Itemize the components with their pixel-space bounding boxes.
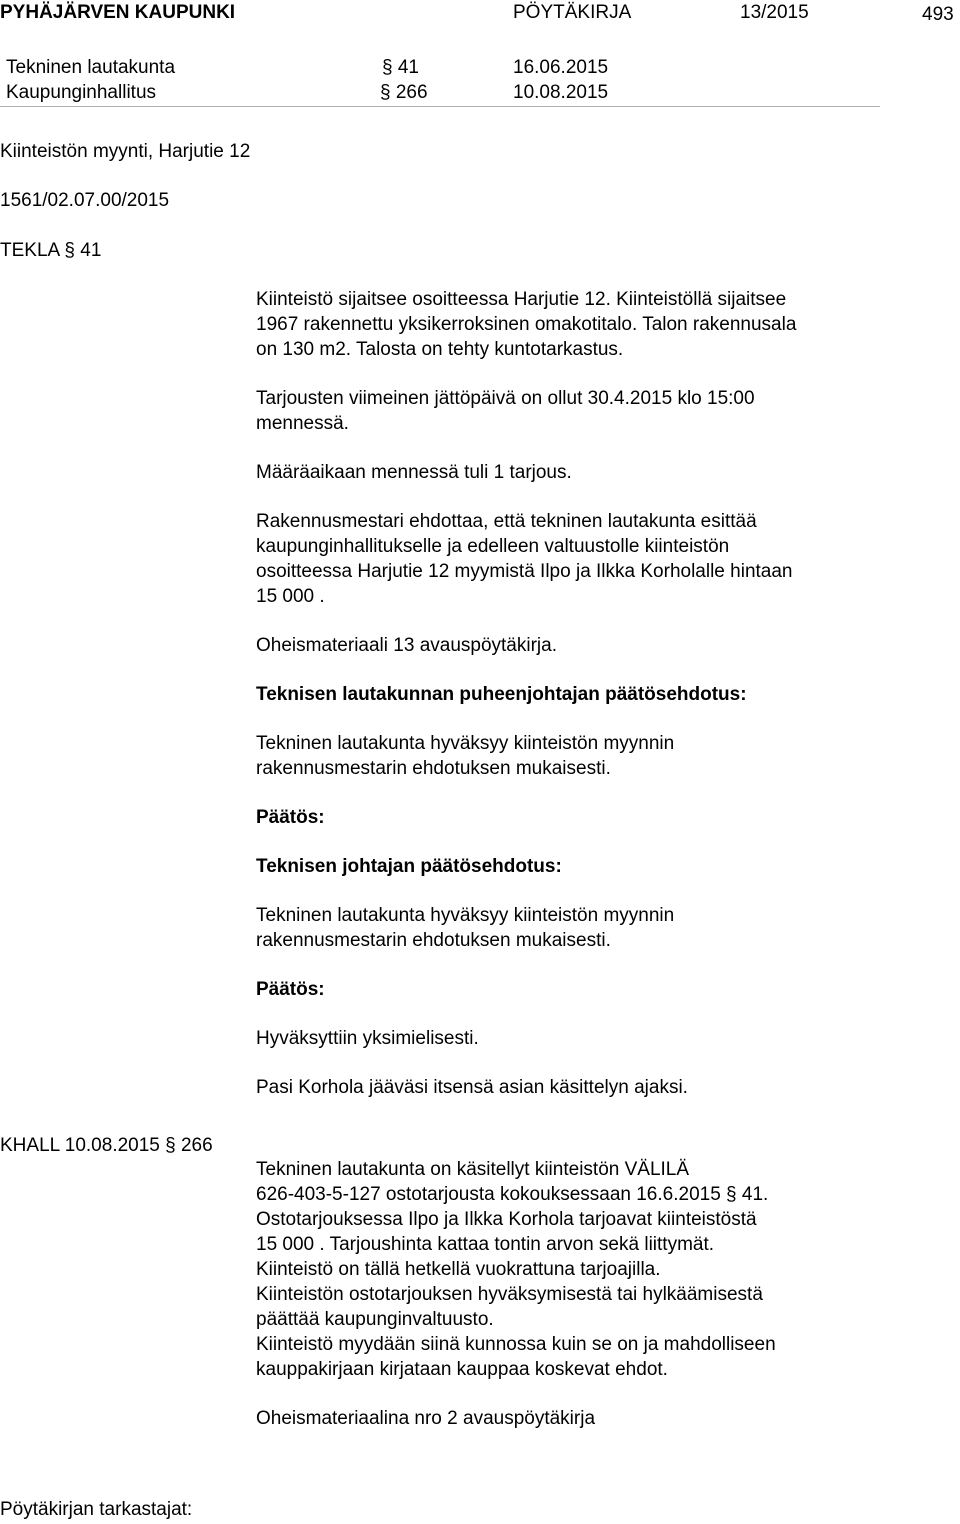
decision-text: Hyväksyttiin yksimielisesti. (256, 1028, 479, 1049)
reviewers-label: Pöytäkirjan tarkastajat: (0, 1499, 193, 1520)
diary-number: 1561/02.07.00/2015 (0, 190, 170, 211)
page-number: 493 (922, 4, 954, 25)
khall-line-5: Kiinteistö on tällä hetkellä vuokrattuna tarjoajilla. (256, 1259, 661, 1280)
offers-received: Määräaikaan mennessä tuli 1 tarjous. (256, 462, 572, 483)
khall-line-2: 626-403-5-127 ostotarjousta kokouksessaan 16.6.2015 § 41. (256, 1184, 769, 1205)
decision-label-1: Päätös: (256, 807, 325, 828)
recusal-note: Pasi Korhola jääväsi itsensä asian käsittelyn ajaksi. (256, 1077, 688, 1098)
khall-line-6: Kiinteistön ostotarjouksen hyväksymisestä tai hylkäämisestä (256, 1284, 763, 1305)
property-line-2: 1967 rakennettu yksikerroksinen omakotitalo. Talon rakennusala (256, 314, 797, 335)
khall-line-4: 15 000 . Tarjoushinta kattaa tontin arvon sekä liittymät. (256, 1234, 715, 1255)
meeting-date-2: 10.08.2015 (513, 82, 609, 103)
document-type: PÖYTÄKIRJA (513, 2, 632, 23)
proposal-line-4: 15 000 . (256, 586, 325, 607)
meeting-date-1: 16.06.2015 (513, 57, 609, 78)
chair-proposal-line-1: Tekninen lautakunta hyväksyy kiinteistön myynnin (256, 733, 675, 754)
case-title: Kiinteistön myynti, Harjutie 12 (0, 141, 251, 162)
khall-line-3: Ostotarjouksessa Ilpo ja Ilkka Korhola tarjoavat kiinteistöstä (256, 1209, 757, 1230)
director-proposal-line-2: rakennusmestarin ehdotuksen mukaisesti. (256, 930, 611, 951)
meeting-body-2: Kaupunginhallitus (6, 82, 157, 103)
property-line-1: Kiinteistö sijaitsee osoitteessa Harjutie 12. Kiinteistöllä sijaitsee (256, 289, 787, 310)
tekla-reference: TEKLA § 41 (0, 240, 102, 261)
khall-attachment: Oheismateriaalina nro 2 avauspöytäkirja (256, 1408, 596, 1429)
decision-label-2: Päätös: (256, 979, 325, 1000)
tekla-section (256, 287, 936, 1100)
khall-line-7: päättää kaupunginvaltuusto. (256, 1309, 494, 1330)
organization-name: PYHÄJÄRVEN KAUPUNKI (0, 2, 236, 23)
meeting-section-2: § 266 (380, 82, 428, 103)
khall-section (256, 1157, 936, 1431)
meeting-body-1: Tekninen lautakunta (6, 57, 176, 78)
khall-line-1: Tekninen lautakunta on käsitellyt kiinteistön VÄLILÄ (256, 1159, 690, 1180)
property-line-3: on 130 m2. Talosta on tehty kuntotarkastus. (256, 339, 624, 360)
document-number: 13/2015 (740, 2, 809, 23)
khall-reference: KHALL 10.08.2015 § 266 (0, 1135, 213, 1156)
chair-proposal-heading: Teknisen lautakunnan puheenjohtajan päätösehdotus: (256, 684, 747, 705)
khall-line-9: kauppakirjaan kirjataan kauppaa koskevat ehdot. (256, 1359, 668, 1380)
deadline-line-1: Tarjousten viimeinen jättöpäivä on ollut 30.4.2015 klo 15:00 (256, 388, 755, 409)
deadline-line-2: mennessä. (256, 413, 349, 434)
proposal-line-2: kaupunginhallitukselle ja edelleen valtuustolle kiinteistön (256, 536, 730, 557)
director-proposal-heading: Teknisen johtajan päätösehdotus: (256, 856, 562, 877)
proposal-line-3: osoitteessa Harjutie 12 myymistä Ilpo ja Ilkka Korholalle hintaan (256, 561, 793, 582)
khall-line-8: Kiinteistö myydään siinä kunnossa kuin se on ja mahdolliseen (256, 1334, 776, 1355)
attachment-note: Oheismateriaali 13 avauspöytäkirja. (256, 635, 557, 656)
chair-proposal-line-2: rakennusmestarin ehdotuksen mukaisesti. (256, 758, 611, 779)
proposal-line-1: Rakennusmestari ehdottaa, että tekninen lautakunta esittää (256, 511, 757, 532)
director-proposal-line-1: Tekninen lautakunta hyväksyy kiinteistön myynnin (256, 905, 675, 926)
meeting-section-1: § 41 (382, 57, 419, 78)
header-divider (0, 106, 880, 107)
